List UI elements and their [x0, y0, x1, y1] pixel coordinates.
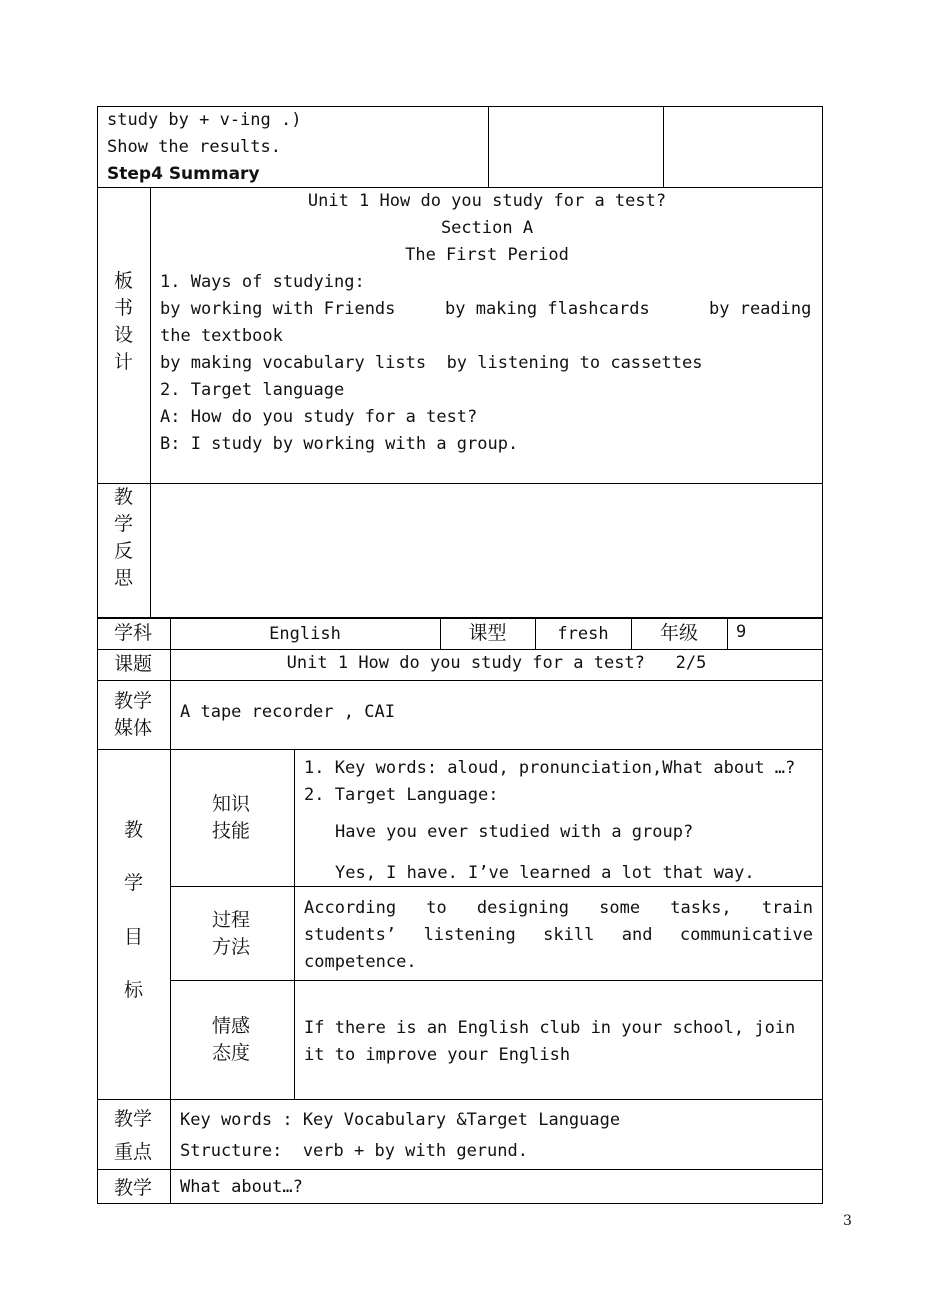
reflection-label: 学 [114, 513, 134, 535]
grade-value: 9 [736, 622, 747, 642]
page-number: 3 [843, 1213, 852, 1229]
divider [97, 1099, 823, 1100]
board-line: B: I study by working with a group. [160, 434, 519, 454]
media-label: 教学 [114, 690, 153, 712]
objectives-label: 教 [124, 819, 144, 841]
type-label: 课型 [468, 622, 507, 644]
divider [170, 618, 171, 1204]
divider [97, 483, 823, 484]
media-value: A tape recorder , CAI [180, 702, 395, 722]
board-line: by working with Friends [160, 299, 396, 319]
key-points-line: Key words : Key Vocabulary &Target Language [180, 1110, 621, 1130]
divider [727, 618, 728, 649]
knowledge-line: Have you ever studied with a group? [335, 822, 694, 842]
board-line: by making flashcards [445, 299, 650, 319]
board-line: the textbook [160, 326, 283, 346]
divider [97, 1169, 823, 1170]
knowledge-line: Yes, I have. I’ve learned a lot that way. [335, 863, 755, 883]
reflection-label: 反 [114, 540, 134, 562]
type-value: fresh [557, 624, 609, 644]
divider [294, 749, 295, 1099]
board-design-label: 设 [114, 324, 134, 346]
emotion-label: 情感 [212, 1015, 251, 1037]
board-line: A: How do you study for a test? [160, 407, 478, 427]
topic-value: Unit 1 How do you study for a test? 2/5 [286, 653, 707, 673]
step4-heading: Step4 Summary [107, 164, 260, 184]
objectives-label: 学 [124, 872, 144, 894]
emotion-line: it to improve your English [304, 1045, 571, 1065]
knowledge-line: 1. Key words: aloud, pronunciation,What about …? [304, 758, 796, 778]
board-line: 1. Ways of studying: [160, 272, 365, 292]
emotion-label: 态度 [212, 1042, 251, 1064]
process-label: 方法 [212, 936, 251, 958]
board-design-label: 板 [114, 270, 134, 292]
board-line: by reading [709, 299, 812, 319]
key-points-label: 教学 [114, 1108, 153, 1130]
board-period: The First Period [405, 245, 569, 265]
divider [97, 680, 823, 681]
objectives-label: 目 [124, 926, 144, 948]
media-label: 媒体 [114, 717, 153, 739]
board-title: Unit 1 How do you study for a test? [307, 191, 667, 211]
board-design-label: 计 [114, 351, 134, 373]
grade-label: 年级 [659, 622, 698, 644]
board-line: by making vocabulary lists by listening to cassettes [160, 353, 703, 373]
process-label: 过程 [212, 909, 251, 931]
difficult-label: 教学 [114, 1177, 153, 1199]
knowledge-line: 2. Target Language: [304, 785, 499, 805]
divider [663, 106, 664, 187]
topic-label: 课题 [114, 653, 153, 675]
divider [488, 106, 489, 187]
divider [97, 749, 823, 750]
process-line: According to designing some tasks, train [304, 898, 813, 918]
board-section: Section A [440, 218, 534, 238]
knowledge-label: 技能 [212, 820, 251, 842]
divider [170, 980, 823, 981]
subject-value: English [269, 624, 341, 644]
top-line-1: study by + v-ing .) [107, 110, 302, 130]
reflection-label: 思 [114, 567, 134, 589]
subject-label: 学科 [114, 622, 153, 644]
board-line: 2. Target language [160, 380, 345, 400]
objectives-label: 标 [124, 979, 144, 1001]
knowledge-label: 知识 [212, 793, 251, 815]
board-design-label: 书 [114, 297, 134, 319]
key-points-label: 重点 [114, 1141, 153, 1163]
difficult-line: What about…? [180, 1177, 303, 1197]
reflection-label: 教 [114, 486, 134, 508]
process-line: students’ listening skill and communicative [304, 925, 813, 945]
emotion-line: If there is an English club in your school, join [304, 1018, 796, 1038]
key-points-line: Structure: verb + by with gerund. [180, 1141, 528, 1161]
process-line: competence. [304, 952, 417, 972]
top-line-2: Show the results. [107, 137, 281, 157]
